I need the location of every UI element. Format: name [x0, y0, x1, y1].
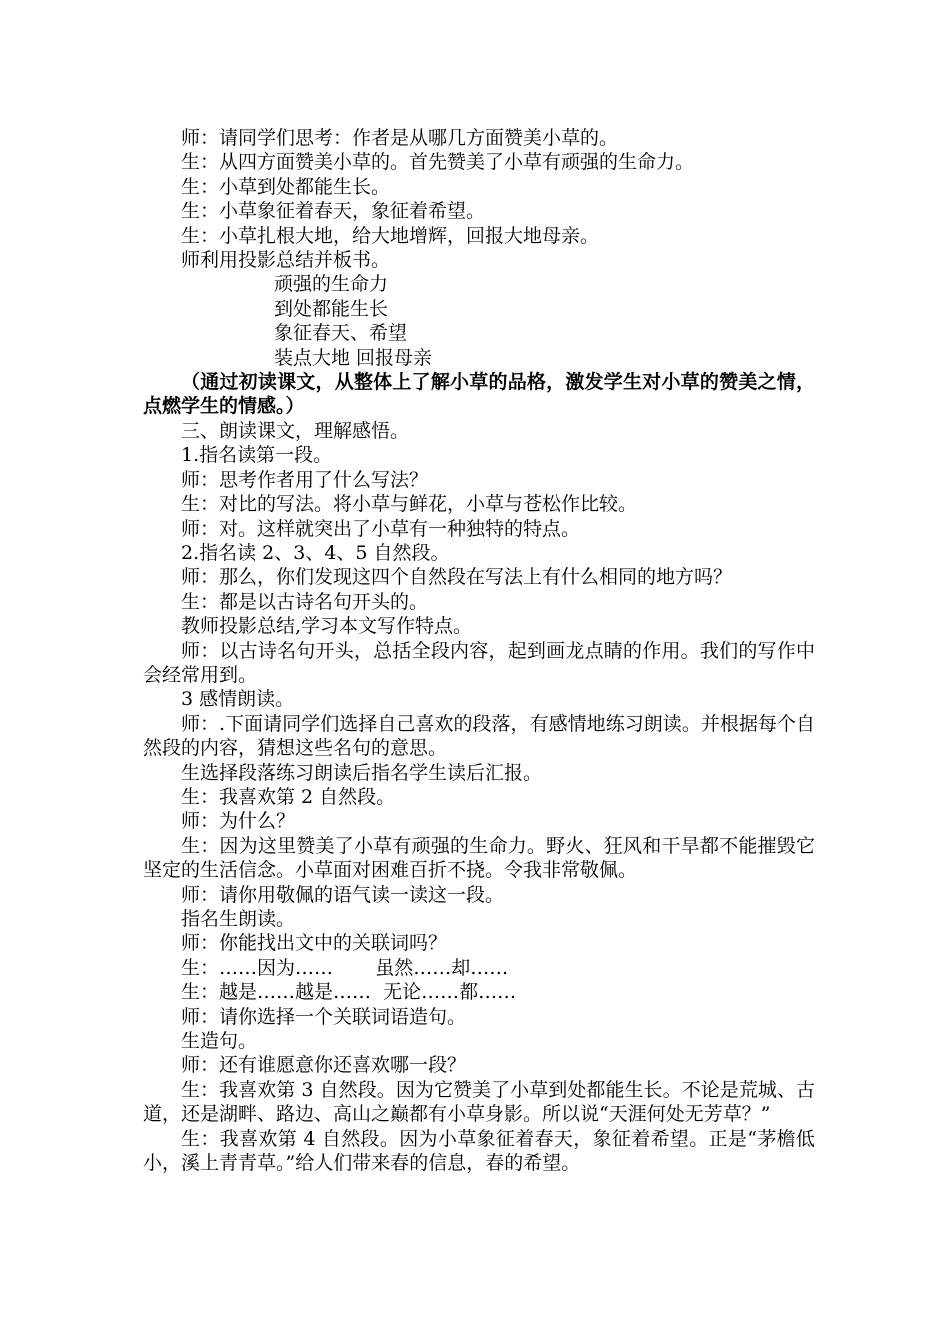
paragraph: 生：从四方面赞美小草的。首先赞美了小草有顽强的生命力。: [181, 151, 695, 174]
bold-note: （通过初读课文，从整体上了解小草的品格，激发学生对小草的赞美之情，点燃学生的情感。）: [143, 371, 815, 418]
paragraph: 3 感情朗读。: [181, 688, 295, 711]
paragraph: 生：我喜欢第 3 自然段。因为它赞美了小草到处都能生长。不论是荒城、古道，还是湖畔、路边、高山之巅都有小草身影。所以说“天涯何处无芳草？”: [143, 1078, 815, 1126]
paragraph: 教师投影总结,学习本文写作特点。: [181, 615, 473, 638]
paragraph: 1.指名读第一段。: [181, 444, 333, 467]
paragraph: 生造句。: [181, 1030, 258, 1053]
paragraph: 2.指名读 2、3、4、5 自然段。: [181, 541, 450, 564]
paragraph: 生：我喜欢第 4 自然段。因为小草象征着春天，象征着希望。正是“茅檐低小，溪上青青草。”给人们带来春的信息，春的希望。: [143, 1127, 815, 1175]
paragraph: 生选择段落练习朗读后指名学生读后汇报。: [181, 761, 543, 784]
paragraph: 生：小草扎根大地，给大地增辉，回报大地母亲。: [181, 224, 600, 247]
paragraph: 生：小草象征着春天，象征着希望。: [181, 200, 486, 223]
paragraph: 生：都是以古诗名句开头的。: [181, 590, 429, 613]
paragraph: 师：对。这样就突出了小草有一种独特的特点。: [181, 517, 581, 540]
paragraph: 师：请你用敬佩的语气读一读这一段。: [181, 883, 505, 906]
paragraph: 师：你能找出文中的关联词吗？: [181, 932, 448, 955]
paragraph: 师：还有谁愿意你还喜欢哪一段？: [181, 1054, 467, 1077]
paragraph: 生：……因为…… 虽然……却……: [181, 956, 509, 979]
paragraph: 指名生朗读。: [181, 908, 296, 930]
paragraph: 生：对比的写法。将小草与鲜花，小草与苍松作比较。: [181, 493, 638, 516]
section-heading: 三、朗读课文，理解感悟。: [181, 419, 410, 442]
board-summary-item: 到处都能生长: [274, 297, 389, 320]
board-summary-item: 象征春天、希望: [274, 322, 408, 345]
paragraph: 生：因为这里赞美了小草有顽强的生命力。野火、狂风和干旱都不能摧毁它坚定的生活信念。小草面对困难百折不挠。令我非常敬佩。: [143, 834, 815, 882]
paragraph: 师：请你选择一个关联词语造句。: [181, 1005, 467, 1028]
paragraph: 师：那么，你们发现这四个自然段在写法上有什么相同的地方吗？: [181, 566, 733, 589]
paragraph: 生：我喜欢第 2 自然段。: [181, 785, 396, 808]
paragraph: 生：越是……越是…… 无论……都……: [181, 981, 517, 1004]
board-summary-item: 装点大地 回报母亲: [274, 346, 433, 369]
paragraph: 师：请同学们思考：作者是从哪几方面赞美小草的。: [181, 127, 619, 149]
paragraph: 师：以古诗名句开头，总括全段内容，起到画龙点睛的作用。我们的写作中会经常用到。: [143, 639, 815, 686]
paragraph: 师：为什么？: [181, 810, 296, 833]
paragraph: 师利用投影总结并板书。: [181, 249, 391, 272]
paragraph: 师：.下面请同学们选择自己喜欢的段落，有感情地练习朗读。并根据每个自然段的内容，猜想这些名句的意思。: [143, 712, 815, 760]
paragraph: 生：小草到处都能生长。: [181, 175, 391, 198]
paragraph: 师：思考作者用了什么写法？: [181, 468, 429, 491]
board-summary-item: 顽强的生命力: [274, 273, 389, 296]
document-page: [143, 126, 815, 1175]
